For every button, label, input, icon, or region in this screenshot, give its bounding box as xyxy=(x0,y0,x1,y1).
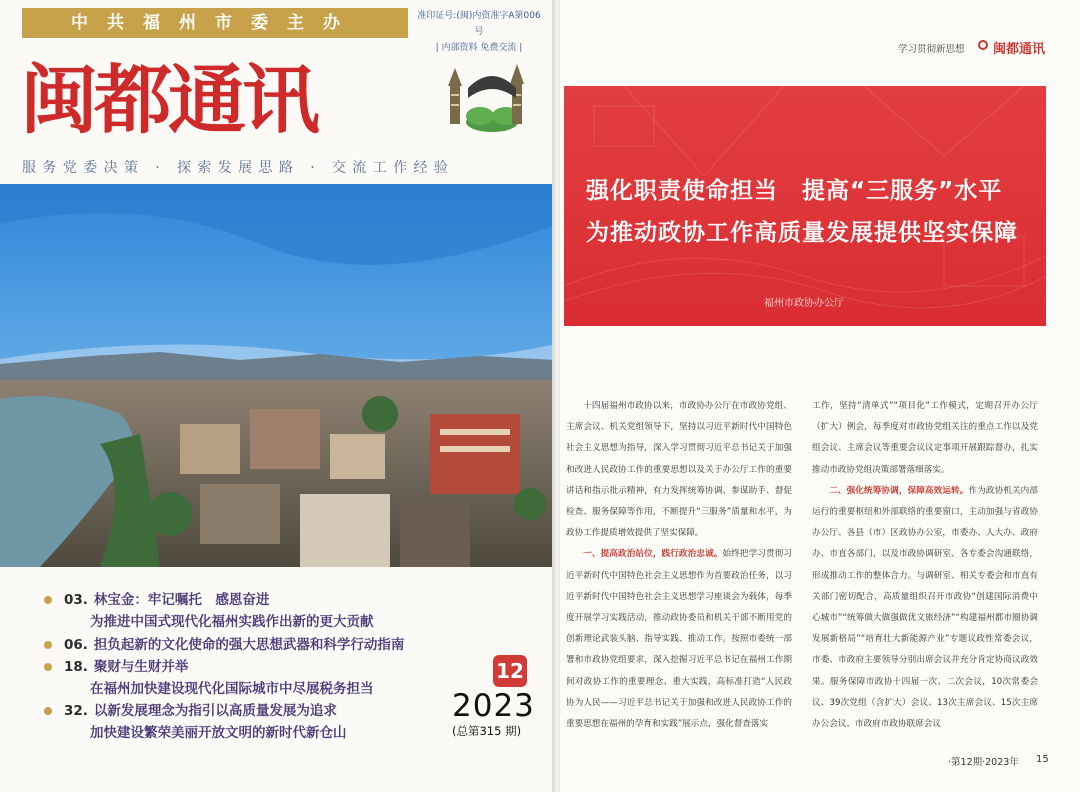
page-number: 15 xyxy=(1036,754,1049,765)
publisher-band: 中共福州市委主办 xyxy=(22,8,408,38)
running-brand: 闽都通讯 xyxy=(993,42,1046,57)
toc-subtitle: 为推进中国式现代化福州实践作出新的更大贡献 xyxy=(90,614,374,630)
paragraph: 十四届福州市政协以来，市政协办公厅在市政协党组、主席会议、机关党组领导下，坚持以习近平新时代中国特色社会主义思想为指导，深入学习贯彻习近平总书记关于加强和改进人民政协工作的重要思想以及关于办公厅工作的重要讲话和指示批示精神，有力发挥统筹协调、参谋助手、督促检查、服务保障等作用，不断提升“三服务”质量和水平，为政协工作提质增效提供了坚实保障。 xyxy=(566,401,792,539)
toc-page-number: 18. xyxy=(64,659,88,675)
toc-title: 担负起新的文化使命的强大思想武器和科学行动指南 xyxy=(93,637,405,653)
banner-author: 福州市政协办公厅 xyxy=(764,298,844,309)
distribution-note: | 内部资料 免费交流 | xyxy=(435,43,523,53)
issue-year: 2023 xyxy=(452,688,535,724)
slogan: 服务党委决策 · 探索发展思路 · 交流工作经验 xyxy=(22,160,455,176)
toc-page-number: 06. xyxy=(64,637,88,653)
total-issue: (总第315 期) xyxy=(452,724,522,738)
bullet-dot-icon xyxy=(44,641,52,649)
paragraph-text: 作为政协机关内部运行的重要枢纽和外部联络的重要窗口，主动加强与省政协办公厅、各县（市）区政协办公室，市委办、人大办、政府办、市直各部门，以及市政协调研室、各专委会沟通联络，形成推动工作的整体合力。与调研室、相关专委会和市直有关部门密切配合，高质量组织召开市政协“创建国际消费中心城市”“统筹做大做强做优文旅经济”“构建福州都市圈协调发展新格局”“培育壮大新能源产业”专题议政性常委会议，市委、市政府主要领导分别出席会议并充分肯定协商议政效果。服务保障市政协十四届一次、二次会议，10次常委会议、39次党组（含扩大）会议、13次主席会议、15次主席办公会议、市政府市政协联席会议 xyxy=(812,485,1038,730)
article-page xyxy=(560,0,1080,792)
banner-title-line-2: 为推动政协工作高质量发展提供坚实保障 xyxy=(586,220,1018,246)
bullet-dot-icon xyxy=(44,663,52,671)
column-label: 学习贯彻新思想 xyxy=(898,44,965,55)
article-column-left xyxy=(566,396,792,735)
circle-mark-icon xyxy=(978,40,988,50)
bullet-dot-icon xyxy=(44,596,52,604)
section-heading: 一、提高政治站位，践行政治忠诚。 xyxy=(583,549,723,560)
toc-title: 林宝金：牢记嘱托 感恩奋进 xyxy=(93,592,270,608)
article-banner xyxy=(564,86,1046,326)
paragraph xyxy=(812,481,1038,735)
city-aerial-photo xyxy=(0,184,556,567)
toc-item[interactable] xyxy=(44,635,404,655)
toc-subtitle: 在福州加快建设现代化国际城市中尽展税务担当 xyxy=(90,681,374,697)
toc-page-number: 32. xyxy=(64,703,88,719)
toc-title: 聚财与生财并举 xyxy=(93,659,189,675)
toc-item[interactable] xyxy=(44,657,188,677)
masthead-title: 闽都通讯 xyxy=(20,58,317,145)
paragraph: 工作，坚持“清单式”“项目化”工作模式，定期召开办公厅（扩大）例会，每季度对市政协党组关注的重点工作以及党组会议、主席会议等重要会议议定事项开展跟踪督办，扎实推动市政协党组决策部署落细落实。 xyxy=(812,401,1038,475)
issue-footer: ·第12期·2023年 xyxy=(948,757,1019,768)
paragraph xyxy=(566,544,792,735)
pagoda-logo-icon xyxy=(440,58,540,138)
toc-item[interactable] xyxy=(44,701,337,721)
article-column-right xyxy=(812,396,1038,735)
section-heading: 二、强化统筹协调，保障高效运转。 xyxy=(829,485,969,496)
paragraph-text: 始终把学习贯彻习近平新时代中国特色社会主义思想作为首要政治任务，以习近平新时代中国特色社会主义思想学习座谈会为载体，每季度开展学习实践活动，推动政协委员和机关干部不断用党的创新理论武装头脑、指导实践、推动工作。按照市委统一部署和市政协党组要求，深入挖掘习近平总书记在福州工作期间对政协工作的重要理念、重大实践，高标准打造“人民政协为人民——习近平总书记关于加强和改进人民政协工作的重要思想在福州的孕育和实践”展示点，强化督查落实 xyxy=(566,549,792,730)
banner-decoration xyxy=(564,86,1046,326)
issue-number-badge: 12 xyxy=(493,655,527,687)
toc-item[interactable] xyxy=(44,590,269,610)
registration-info xyxy=(413,8,545,53)
bullet-dot-icon xyxy=(44,707,52,715)
toc-subtitle: 加快建设繁荣美丽开放文明的新时代新仓山 xyxy=(90,725,347,741)
registration-number: 准印证号:(闽)内资准字A第006号 xyxy=(417,11,541,37)
toc-title: 以新发展理念为指引以高质量发展为追求 xyxy=(93,703,337,719)
banner-title-line-1: 强化职责使命担当 提高“三服务”水平 xyxy=(586,178,1003,204)
toc-page-number: 03. xyxy=(64,592,88,608)
